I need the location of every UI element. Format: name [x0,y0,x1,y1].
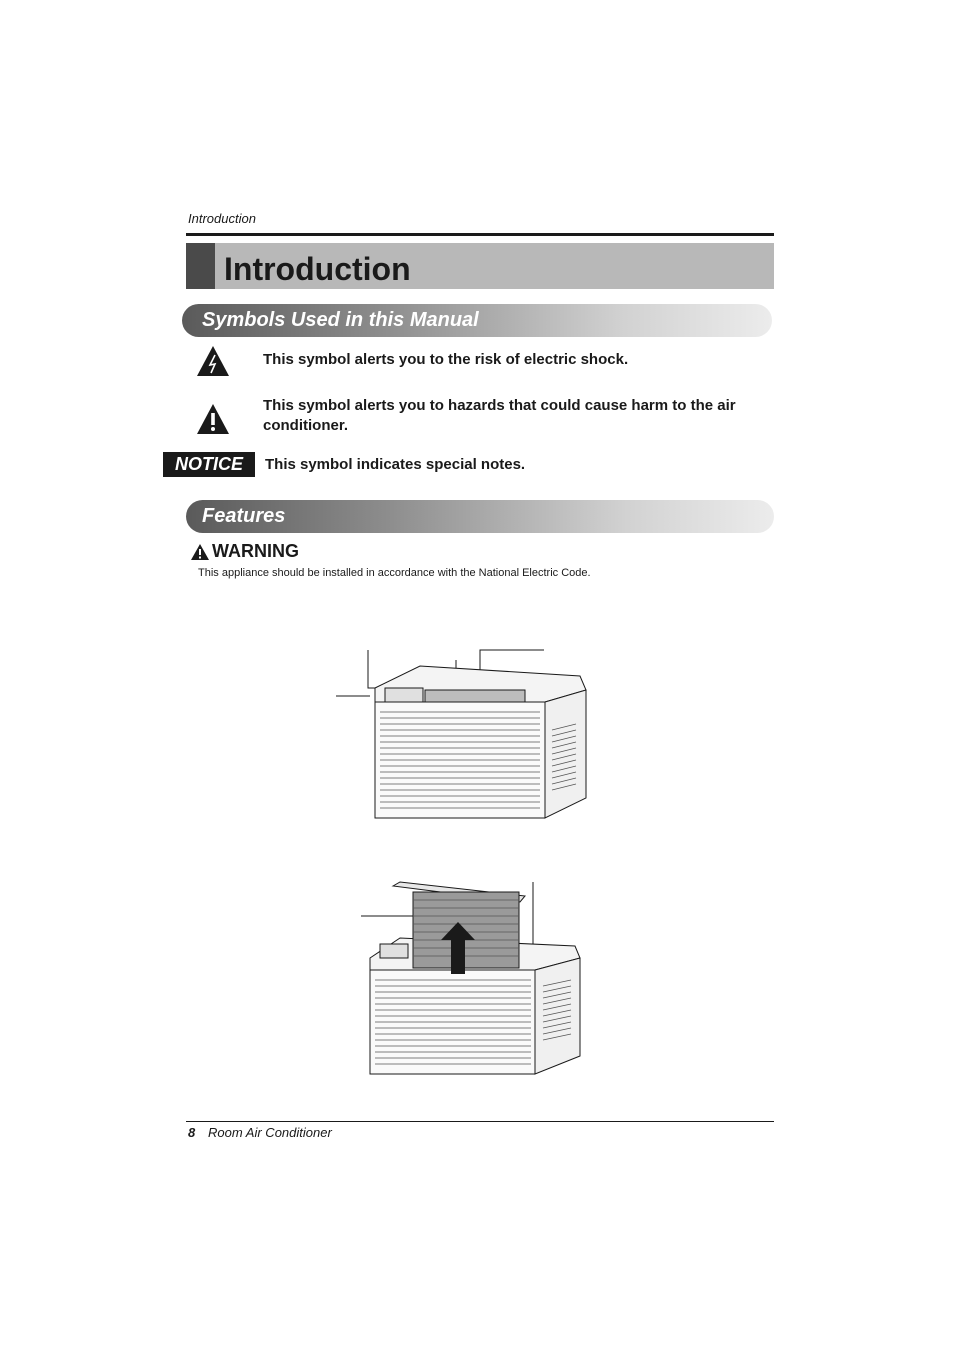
running-head: Introduction [188,211,256,226]
warning-text: This appliance should be installed in accordance with the National Electric Code. [198,567,591,579]
title-accent-block [186,243,215,289]
symbol-text-electric-shock: This symbol alerts you to the risk of electric shock. [263,351,629,368]
warning-title: WARNING [212,541,299,561]
top-rule [186,233,774,236]
features-heading: Features [202,505,286,527]
caution-exclamation-icon [195,402,231,436]
air-conditioner-front-illustration [330,640,610,830]
electric-shock-warning-icon [195,344,231,378]
features-section-bar [186,500,774,533]
symbols-heading: Symbols Used in this Manual [202,309,479,331]
air-conditioner-filter-illustration [355,878,595,1078]
symbol-text-notice: This symbol indicates special notes. [265,456,526,473]
warning-triangle-icon [190,543,210,561]
page-number: 8 [188,1125,196,1140]
symbol-text-caution: This symbol alerts you to hazards that could cause harm to the air conditioner. [263,397,736,434]
page-title: Introduction [224,251,411,287]
footer-rule [186,1121,774,1122]
footer-title: Room Air Conditioner [208,1125,332,1140]
notice-badge: NOTICE [163,452,255,477]
symbols-section-bar [182,304,772,337]
